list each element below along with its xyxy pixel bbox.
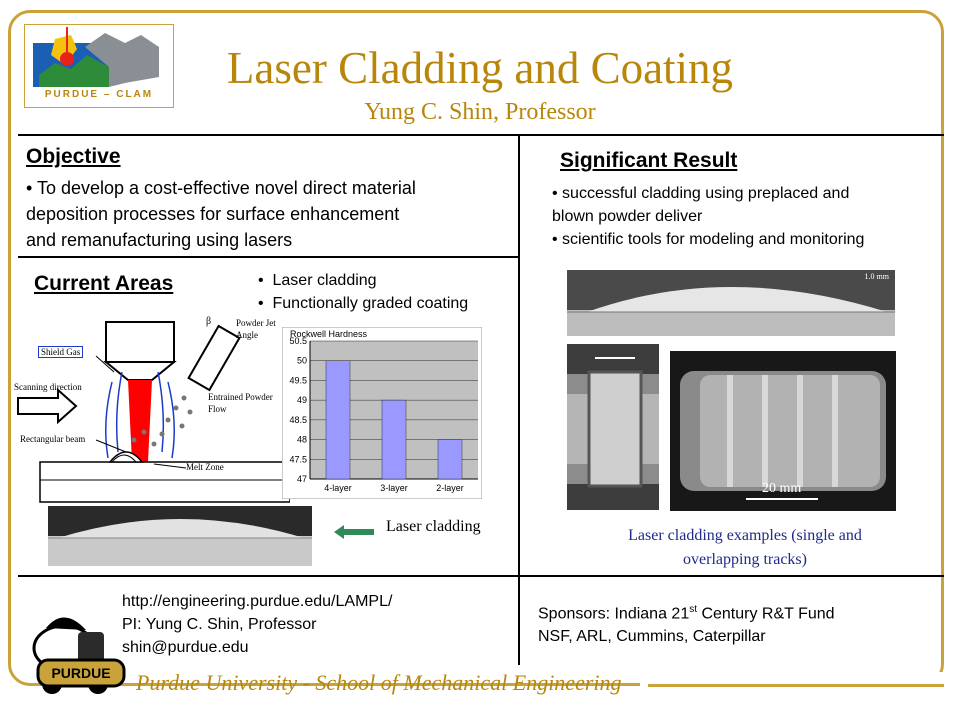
photo-caption [560, 524, 930, 572]
clad-cross-section-photo [567, 270, 895, 336]
label-beta: β [206, 316, 212, 327]
sponsors-line-1-prefix: Sponsors: Indiana 21 [538, 605, 690, 623]
label-rectangular-beam: Rectangular beam [20, 434, 86, 444]
page-title: Laser Cladding and Coating [226, 43, 734, 93]
chart-bar [438, 440, 462, 479]
current-areas-item-1: • Laser cladding [258, 272, 377, 289]
cladding-micrograph [48, 506, 312, 566]
result-line-2: blown powder deliver [552, 208, 703, 225]
hardness-chart [282, 327, 482, 499]
sponsors-line-1-suffix: Century R&T Fund [697, 605, 835, 623]
hardness-chart-svg [282, 327, 482, 499]
label-entrained-powder-1: Entrained Powder [208, 392, 273, 402]
label-melt-zone: Melt Zone [186, 462, 224, 472]
photo-caption-line-2: overlapping tracks) [683, 551, 807, 568]
current-areas-heading: Current Areas [34, 272, 174, 295]
chart-title: Rockwell Hardness [290, 329, 368, 339]
divider-vertical [518, 135, 520, 665]
purdue-pete-logo-text: PURDUE [51, 665, 111, 681]
process-diagram-svg [14, 312, 290, 510]
result-text [552, 182, 942, 251]
chart-xtick-label: 3-layer [380, 483, 408, 493]
result-line-1: • successful cladding using preplaced and [552, 185, 850, 202]
footer-rule [648, 684, 944, 687]
chart-ytick-label: 47.5 [289, 454, 307, 465]
divider-bottom [18, 575, 944, 577]
chart-ytick-label: 47 [296, 474, 307, 484]
objective-heading: Objective [26, 145, 121, 168]
sponsors-line-1-sup: st [689, 604, 697, 615]
chart-xtick-label: 4-layer [324, 483, 352, 493]
cladding-process-diagram [14, 312, 290, 510]
chart-ytick-label: 50.5 [289, 336, 307, 346]
sponsors-line-1 [538, 598, 835, 625]
chart-xtick-label: 2-layer [436, 483, 464, 493]
overlapping-tracks-photo [670, 351, 896, 511]
chart-ytick-label: 48.5 [289, 414, 307, 425]
label-powder-jet-1: Powder Jet [236, 318, 276, 328]
sponsors-line-2: NSF, ARL, Cummins, Caterpillar [538, 628, 766, 646]
sponsors-block [538, 598, 835, 648]
result-heading: Significant Result [560, 149, 738, 172]
frame-gap [640, 672, 950, 702]
chart-bar [382, 400, 406, 479]
footer-text: Purdue University - School of Mechanical Engineering [136, 670, 622, 695]
contact-email[interactable]: shin@purdue.edu [122, 639, 249, 656]
label-shield-gas: Shield Gas [38, 346, 83, 358]
current-areas-item-1-text: Laser cladding [272, 272, 377, 289]
objective-line-3: and remanufacturing using lasers [26, 230, 293, 250]
contact-pi: PI: Yung C. Shin, Professor [122, 616, 317, 633]
scale-label-1mm: 1.0 mm [864, 272, 889, 281]
arrow-left-icon [334, 524, 374, 540]
chart-bar [326, 361, 350, 479]
divider-left-mid [18, 256, 520, 258]
current-areas-list [258, 269, 468, 315]
photo-caption-line-1: Laser cladding examples (single and [628, 527, 862, 544]
chart-ytick-label: 48 [296, 434, 307, 445]
chart-ytick-label: 49 [296, 395, 307, 406]
scale-label-20mm: 20 mm [762, 481, 802, 496]
current-areas-item-2: • Functionally graded coating [258, 295, 469, 312]
objective-text [26, 175, 516, 253]
purdue-pete-logo [16, 610, 134, 700]
divider-top [18, 134, 944, 136]
objective-line-2: deposition processes for surface enhancement [26, 204, 400, 224]
result-line-3: • scientific tools for modeling and monitoring [552, 231, 865, 248]
label-powder-jet-2: Angle [236, 330, 258, 340]
single-track-photo [567, 344, 659, 510]
page-subtitle: Yung C. Shin, Professor [364, 99, 596, 125]
contact-url[interactable]: http://engineering.purdue.edu/LAMPL/ [122, 593, 393, 610]
label-scanning-direction: Scanning direction [14, 382, 82, 392]
objective-line-1: • To develop a cost-effective novel direct material [26, 178, 416, 198]
current-areas-item-2-text: Functionally graded coating [272, 295, 469, 312]
label-entrained-powder-2: Flow [208, 404, 227, 414]
clam-logo-text: PURDUE – CLAM [44, 89, 154, 100]
contact-block [122, 590, 392, 659]
cladding-label: Laser cladding [386, 518, 481, 535]
chart-ytick-label: 49.5 [289, 375, 307, 386]
chart-ytick-label: 50 [296, 355, 307, 366]
